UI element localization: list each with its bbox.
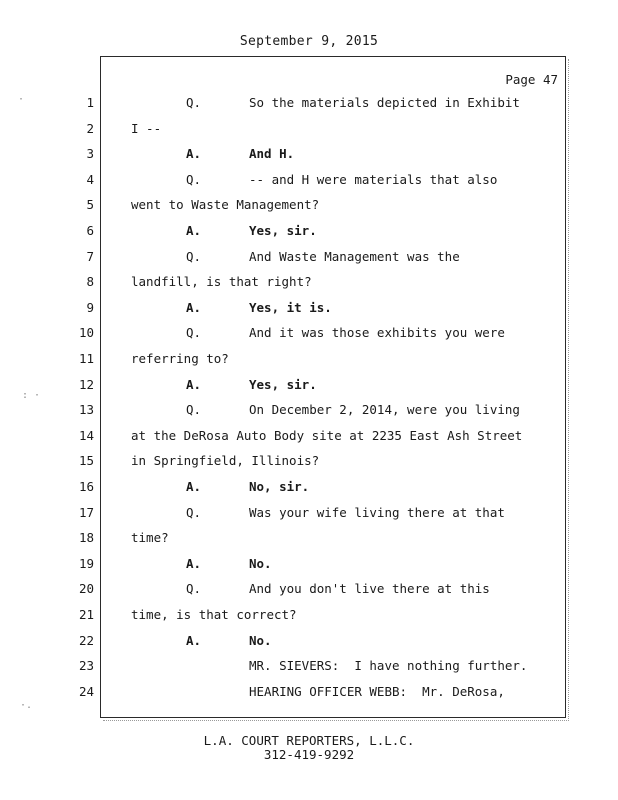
scan-speck: · bbox=[18, 94, 25, 105]
line-number: 16 bbox=[78, 479, 94, 494]
testimony-text: No. bbox=[249, 633, 272, 648]
speaker-marker: Q. bbox=[186, 505, 202, 520]
speaker-marker: A. bbox=[186, 146, 202, 161]
line-number: 1 bbox=[86, 95, 94, 110]
line-number: 12 bbox=[78, 377, 94, 392]
testimony-text: On December 2, 2014, were you living bbox=[249, 402, 520, 417]
line-number: 4 bbox=[86, 172, 94, 187]
transcript-date-header: September 9, 2015 bbox=[239, 34, 379, 49]
line-number: 9 bbox=[86, 300, 94, 315]
line-number: 13 bbox=[78, 402, 94, 417]
testimony-text: Yes, sir. bbox=[249, 223, 317, 238]
speaker-marker: Q. bbox=[186, 95, 202, 110]
testimony-text: -- and H were materials that also bbox=[249, 172, 498, 187]
scan-speck: ·. bbox=[20, 700, 33, 711]
speaker-marker: A. bbox=[186, 377, 202, 392]
testimony-text: No, sir. bbox=[249, 479, 310, 494]
line-number: 7 bbox=[86, 249, 94, 264]
line-number: 20 bbox=[78, 581, 94, 596]
speaker-marker: A. bbox=[186, 300, 202, 315]
speaker-marker: Q. bbox=[186, 249, 202, 264]
speaker-marker: Q. bbox=[186, 172, 202, 187]
testimony-text: time, is that correct? bbox=[131, 607, 297, 622]
speaker-marker: A. bbox=[186, 479, 202, 494]
footer-company: L.A. COURT REPORTERS, L.L.C. bbox=[203, 733, 415, 748]
testimony-text: And you don't live there at this bbox=[249, 581, 490, 596]
testimony-text: And it was those exhibits you were bbox=[249, 325, 505, 340]
line-number: 11 bbox=[78, 351, 94, 366]
scan-speck: : · bbox=[22, 390, 41, 401]
line-number: 22 bbox=[78, 633, 94, 648]
line-number: 24 bbox=[78, 684, 94, 699]
line-number: 18 bbox=[78, 530, 94, 545]
page-number-label: Page 47 bbox=[505, 72, 558, 87]
line-number: 3 bbox=[86, 146, 94, 161]
line-number: 14 bbox=[78, 428, 94, 443]
testimony-text: time? bbox=[131, 530, 169, 545]
speaker-marker: A. bbox=[186, 633, 202, 648]
line-number: 8 bbox=[86, 274, 94, 289]
line-number: 15 bbox=[78, 453, 94, 468]
testimony-text: Was your wife living there at that bbox=[249, 505, 505, 520]
line-number: 2 bbox=[86, 121, 94, 136]
speaker-marker: Q. bbox=[186, 581, 202, 596]
testimony-text: landfill, is that right? bbox=[131, 274, 312, 289]
testimony-text: at the DeRosa Auto Body site at 2235 East Ash Street bbox=[131, 428, 523, 443]
testimony-text: Yes, sir. bbox=[249, 377, 317, 392]
line-number: 5 bbox=[86, 197, 94, 212]
line-number: 21 bbox=[78, 607, 94, 622]
line-number: 19 bbox=[78, 556, 94, 571]
testimony-text: in Springfield, Illinois? bbox=[131, 453, 320, 468]
testimony-text: And H. bbox=[249, 146, 295, 161]
testimony-text: I -- bbox=[131, 121, 162, 136]
testimony-text: No. bbox=[249, 556, 272, 571]
speaker-marker: Q. bbox=[186, 402, 202, 417]
line-number: 10 bbox=[78, 325, 94, 340]
testimony-text: went to Waste Management? bbox=[131, 197, 320, 212]
testimony-text: MR. SIEVERS: I have nothing further. bbox=[249, 658, 528, 673]
line-number: 23 bbox=[78, 658, 94, 673]
speaker-marker: A. bbox=[186, 223, 202, 238]
speaker-marker: A. bbox=[186, 556, 202, 571]
line-number: 17 bbox=[78, 505, 94, 520]
line-number: 6 bbox=[86, 223, 94, 238]
testimony-text: referring to? bbox=[131, 351, 229, 366]
speaker-marker: Q. bbox=[186, 325, 202, 340]
testimony-text: So the materials depicted in Exhibit bbox=[249, 95, 520, 110]
testimony-text: Yes, it is. bbox=[249, 300, 332, 315]
footer-phone: 312-419-9292 bbox=[263, 747, 355, 762]
testimony-text: And Waste Management was the bbox=[249, 249, 460, 264]
testimony-text: HEARING OFFICER WEBB: Mr. DeRosa, bbox=[249, 684, 505, 699]
